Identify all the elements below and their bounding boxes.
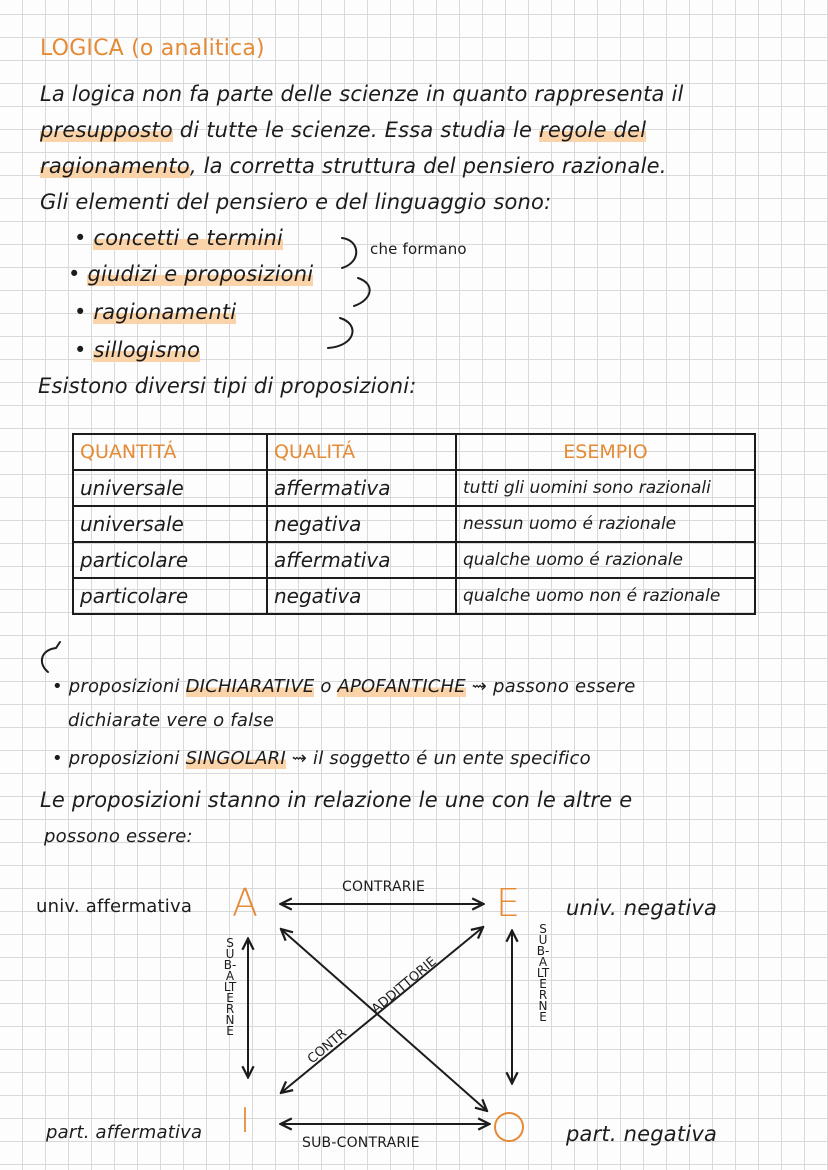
intro-line-1: La logica non fa parte delle scienze in quanto rappresenta il: [40, 82, 684, 106]
intro-line-3-text: , la corretta struttura del pensiero razionale.: [189, 154, 667, 178]
bullet-dichiarative-line-2: dichiarate vere o false: [68, 710, 275, 731]
curl-arrow: [42, 642, 60, 672]
table-cell: affermativa: [267, 542, 456, 578]
table-cell: particolare: [73, 578, 267, 614]
label-contrarie: CONTRARIE: [342, 879, 426, 895]
diagonal-a-o: [282, 930, 486, 1110]
page-title: LOGICA (o analitica): [40, 36, 265, 61]
table-cell: nessun uomo é razionale: [456, 506, 755, 542]
header-qualita: QUALITÁ: [267, 434, 456, 470]
table-cell: particolare: [73, 542, 267, 578]
label-subalterne-left: SUB-ALTERNE: [223, 936, 237, 1038]
types-intro: Esistono diversi tipi di proposizioni:: [38, 374, 417, 398]
letter-i: I: [240, 1101, 251, 1141]
highlight-dichiarative: DICHIARATIVE: [185, 676, 315, 697]
bullet-singolari: • proposizioni SINGOLARI ⇝ il soggetto é un ente specifico: [52, 748, 591, 769]
header-quantita: QUANTITÁ: [73, 434, 267, 470]
intro-line-2-text: di tutte le scienze. Essa studia le: [172, 118, 539, 142]
highlight-regole: regole del: [539, 118, 647, 142]
label-part-negativa: part. negativa: [566, 1122, 718, 1146]
bullet-dichiarative: • proposizioni DICHIARATIVE o APOFANTICHE ⇝ passono essere: [52, 676, 636, 697]
table-cell: qualche uomo é razionale: [456, 542, 755, 578]
label-univ-affermativa: univ. affermativa: [36, 896, 193, 917]
brace-arrow-2: [354, 278, 370, 306]
letter-e: E: [496, 881, 521, 925]
label-univ-negativa: univ. negativa: [566, 896, 718, 920]
relations-line-1: Le proposizioni stanno in relazione le une con le altre e: [40, 788, 633, 812]
letter-o-circle: [495, 1113, 523, 1141]
table-cell: qualche uomo non é razionale: [456, 578, 755, 614]
intro-line-4: Gli elementi del pensiero e del linguaggio sono:: [40, 190, 552, 214]
table-cell: negativa: [267, 578, 456, 614]
table-cell: tutti gli uomini sono razionali: [456, 470, 755, 506]
table-cell: negativa: [267, 506, 456, 542]
table-cell: universale: [73, 506, 267, 542]
header-esempio: ESEMPIO: [456, 434, 755, 470]
contr-label: CONTR: [304, 1025, 350, 1068]
list-item: • concetti e termini: [74, 226, 284, 250]
additorie-label: ADDITTORIE: [368, 954, 440, 1018]
list-item: • giudizi e proposizioni: [68, 262, 314, 286]
forms-note: che formano: [370, 240, 467, 258]
label-part-affermativa: part. affermativa: [46, 1122, 203, 1143]
highlight-apofantiche: APOFANTICHE: [337, 676, 466, 697]
list-item: • ragionamenti: [74, 300, 237, 324]
highlight-presupposto: presupposto: [40, 118, 173, 142]
label-subalterne-right: SUB-ALTERNE: [536, 922, 550, 1024]
highlight-ragionamento: ragionamento: [40, 154, 190, 178]
highlight-singolari: SINGOLARI: [185, 748, 286, 769]
table-cell: affermativa: [267, 470, 456, 506]
relations-line-2: possono essere:: [44, 826, 193, 847]
letter-a: A: [232, 881, 258, 925]
label-subcontrarie: SUB-CONTRARIE: [302, 1135, 420, 1151]
brace-arrow-3: [328, 318, 353, 348]
table-cell: universale: [73, 470, 267, 506]
list-item: • sillogismo: [74, 338, 201, 362]
brace-arrow-1: [342, 238, 356, 268]
